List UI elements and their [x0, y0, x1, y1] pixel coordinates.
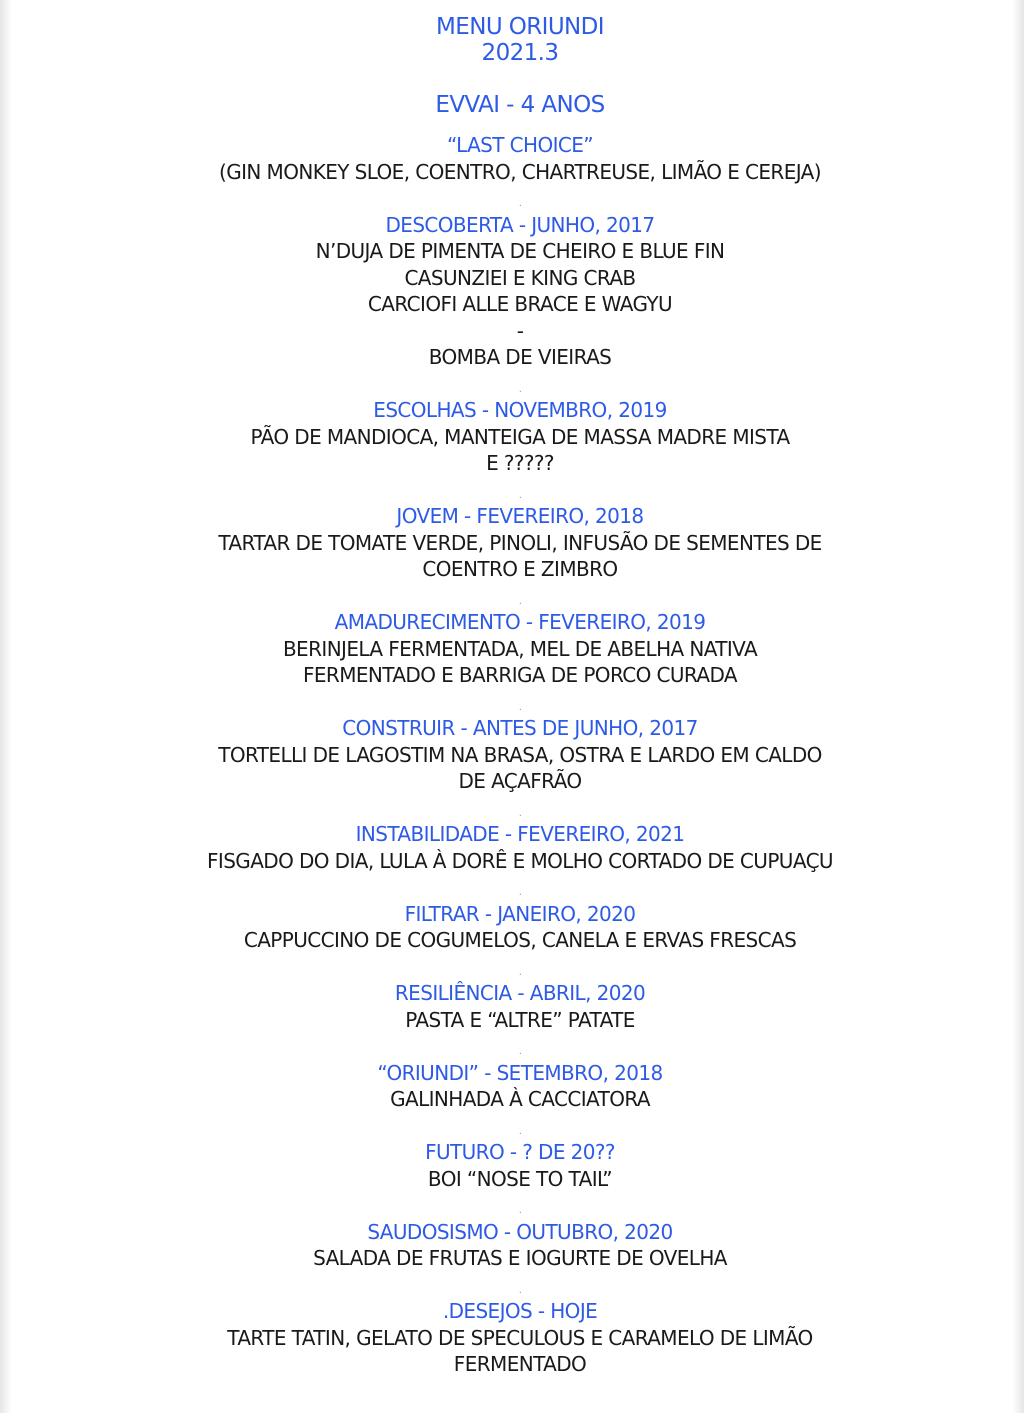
course-description-line: TARTE TATIN, GELATO DE SPECULOUS E CARAMELO DE LIMÃO — [227, 1325, 813, 1350]
course-description-line: BOMBA DE VIEIRAS — [428, 345, 612, 369]
course-description-line: COENTRO E ZIMBRO — [422, 557, 618, 581]
course-description-line: TARTAR DE TOMATE VERDE, PINOLI, INFUSÃO DE SEMENTES DE — [218, 530, 822, 555]
course-description-line: GALINHADA À CACCIATORA — [390, 1087, 650, 1111]
course-block — [0, 397, 1024, 477]
separator-dot: . — [518, 383, 522, 395]
course-description-line: TORTELLI DE LAGOSTIM NA BRASA, OSTRA E LARDO EM CALDO — [218, 742, 822, 767]
course-block — [0, 1060, 1024, 1113]
course-description-line: BOI “NOSE TO TAIL” — [427, 1166, 613, 1191]
course-block — [0, 1139, 1024, 1192]
menu-document — [0, 14, 1024, 1378]
course-heading: FILTRAR - JANEIRO, 2020 — [404, 901, 636, 926]
course-separator — [0, 954, 1024, 981]
separator-dot: . — [518, 198, 522, 209]
course-block — [0, 821, 1024, 874]
course-block — [0, 212, 1024, 371]
course-description-line: FERMENTADO — [453, 1352, 587, 1376]
course-list — [0, 132, 1024, 1378]
course-description-line: (GIN MONKEY SLOE, COENTRO, CHARTREUSE, LIMÃO E CEREJA) — [219, 159, 821, 184]
course-separator — [0, 1033, 1024, 1060]
course-description-line: FERMENTADO E BARRIGA DE PORCO CURADA — [302, 663, 738, 687]
separator-dot: . — [518, 1284, 522, 1296]
course-block — [0, 132, 1024, 185]
course-heading: SAUDOSISMO - OUTUBRO, 2020 — [367, 1219, 673, 1244]
course-separator — [0, 185, 1024, 212]
course-heading: “LAST CHOICE” — [446, 133, 594, 157]
course-heading: FUTURO - ? DE 20?? — [425, 1140, 615, 1164]
course-heading: INSTABILIDADE - FEVEREIRO, 2021 — [355, 822, 685, 846]
separator-dot: . — [518, 489, 522, 501]
course-heading: “ORIUNDI” - SETEMBRO, 2018 — [377, 1060, 663, 1085]
course-separator — [0, 1113, 1024, 1140]
separator-dot: . — [518, 1125, 522, 1137]
course-description-line: SALADA DE FRUTAS E IOGURTE DE OVELHA — [313, 1246, 727, 1270]
course-description-line: DE AÇAFRÃO — [458, 769, 582, 793]
course-separator — [0, 874, 1024, 901]
course-block — [0, 1219, 1024, 1272]
separator-dot: . — [518, 887, 522, 898]
course-separator — [0, 689, 1024, 716]
course-block — [0, 503, 1024, 583]
course-heading: DESCOBERTA - JUNHO, 2017 — [385, 212, 655, 237]
course-heading: ESCOLHAS - NOVEMBRO, 2019 — [373, 398, 667, 422]
course-separator — [0, 1272, 1024, 1299]
course-separator — [0, 1192, 1024, 1219]
course-description-line: CARCIOFI ALLE BRACE E WAGYU — [367, 292, 673, 316]
course-separator — [0, 583, 1024, 610]
course-block — [0, 715, 1024, 795]
separator-dot: . — [518, 807, 522, 819]
course-description-line: CAPPUCCINO DE COGUMELOS, CANELA E ERVAS FRESCAS — [243, 928, 797, 952]
course-description-line: FISGADO DO DIA, LULA À DORÊ E MOLHO CORTADO DE CUPUAÇU — [207, 848, 833, 873]
course-description-line: PÃO DE MANDIOCA, MANTEIGA DE MASSA MADRE MISTA — [250, 424, 790, 449]
course-heading: JOVEM - FEVEREIRO, 2018 — [396, 504, 644, 528]
course-block — [0, 980, 1024, 1033]
course-description-line: CASUNZIEI E KING CRAB — [404, 265, 636, 290]
course-heading: AMADURECIMENTO - FEVEREIRO, 2019 — [334, 610, 706, 634]
separator-dot: . — [518, 1205, 522, 1216]
course-block — [0, 1298, 1024, 1378]
course-block — [0, 901, 1024, 954]
course-separator — [0, 795, 1024, 822]
separator-dot: . — [518, 1046, 522, 1057]
separator-dot: . — [518, 966, 522, 978]
course-block — [0, 609, 1024, 689]
course-separator — [0, 371, 1024, 398]
menu-version: 2021.3 — [481, 40, 559, 66]
course-separator — [0, 477, 1024, 504]
course-heading: CONSTRUIR - ANTES DE JUNHO, 2017 — [342, 716, 698, 740]
course-description-line: - — [516, 318, 524, 343]
menu-title: MENU ORIUNDI — [436, 14, 604, 40]
course-heading: RESILIÊNCIA - ABRIL, 2020 — [394, 981, 646, 1005]
course-heading: .DESEJOS - HOJE — [442, 1299, 598, 1323]
course-description-line: BERINJELA FERMENTADA, MEL DE ABELHA NATIVA — [282, 636, 758, 661]
course-description-line: PASTA E “ALTRE” PATATE — [405, 1007, 635, 1032]
separator-dot: . — [518, 701, 522, 713]
separator-dot: . — [518, 595, 522, 607]
course-description-line: E ????? — [486, 451, 554, 475]
course-description-line: N’DUJA DE PIMENTA DE CHEIRO E BLUE FIN — [315, 239, 725, 263]
menu-subtitle: EVVAI - 4 ANOS — [435, 92, 605, 118]
